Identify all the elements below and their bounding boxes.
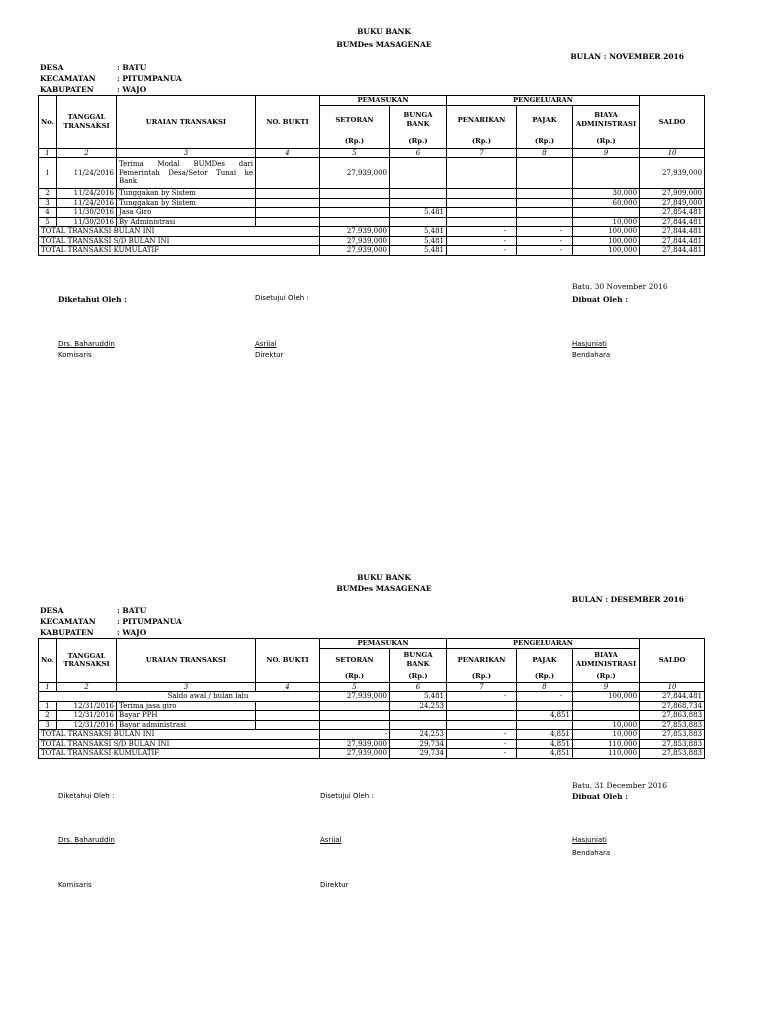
signatory-role: Komisaris	[58, 881, 92, 889]
total-pajak: 4,851	[517, 739, 573, 749]
cell-biaya: 10,000	[573, 720, 640, 730]
total-setoran: 27,939,000	[320, 749, 390, 759]
cell-no: 2	[39, 711, 57, 721]
total-penarikan: -	[447, 749, 517, 759]
cell-biaya	[573, 711, 640, 721]
total-biaya: 100,000	[573, 227, 640, 237]
cell-saldo: 27,849,000	[640, 198, 705, 208]
total-bunga: 5,481	[390, 236, 447, 246]
signatory-name: Asrijal	[255, 340, 277, 348]
header-pajak: PAJAK	[517, 105, 573, 134]
cell-pajak	[517, 158, 573, 189]
total-saldo: 27,853,883	[640, 739, 705, 749]
cell-setoran	[320, 217, 390, 227]
table-row	[39, 711, 705, 721]
cell-biaya: 60,000	[573, 198, 640, 208]
total-setoran: 27,939,000	[320, 227, 390, 237]
total-pajak: 4,851	[517, 730, 573, 740]
signatory-role: Komisaris	[58, 351, 92, 359]
cell-bunga: 24,253	[390, 701, 447, 711]
cell-uraian: Jasa Giro	[117, 208, 256, 218]
cell-setoran	[320, 189, 390, 199]
info-desa	[40, 63, 146, 72]
cell-penarikan: -	[447, 692, 517, 702]
col-number: 3	[117, 682, 256, 692]
info-kecamatan	[40, 617, 182, 626]
cell-biaya	[573, 158, 640, 189]
col-number: 9	[573, 682, 640, 692]
header-no: No.	[39, 96, 57, 149]
header-pemasukan: PEMASUKAN	[320, 639, 447, 649]
table-row	[39, 158, 705, 189]
col-number: 3	[117, 148, 256, 158]
kabupaten-label: KABUPATEN	[40, 628, 94, 637]
header-rp: (Rp.)	[390, 134, 447, 148]
total-row	[39, 749, 705, 759]
total-penarikan: -	[447, 246, 517, 256]
cell-saldo: 27,939,000	[640, 158, 705, 189]
cell-tanggal: 11/24/2016	[57, 198, 117, 208]
col-number: 2	[57, 682, 117, 692]
signatory-name: Drs. Baharuddin	[58, 836, 115, 844]
report-month: BULAN : DESEMBER 2016	[571, 595, 684, 604]
cell-bunga	[390, 720, 447, 730]
info-kecamatan	[40, 74, 182, 83]
table-row	[39, 217, 705, 227]
cell-bunga	[390, 158, 447, 189]
report-subtitle: BUMDes MASAGENAE	[336, 584, 432, 593]
col-number: 10	[640, 682, 705, 692]
total-label: TOTAL TRANSAKSI KUMULATIF	[39, 749, 320, 759]
cell-setoran	[320, 701, 390, 711]
cell-bunga	[390, 198, 447, 208]
col-number: 6	[390, 682, 447, 692]
cell-bukti	[256, 189, 320, 199]
cell-pajak	[517, 720, 573, 730]
cell-no: 4	[39, 208, 57, 218]
col-number: 7	[447, 682, 517, 692]
total-label: TOTAL TRANSAKSI BULAN INI	[39, 730, 320, 740]
total-label: TOTAL TRANSAKSI KUMULATIF	[39, 246, 320, 256]
table-row	[39, 701, 705, 711]
total-saldo: 27,853,883	[640, 730, 705, 740]
cell-pajak	[517, 198, 573, 208]
cell-setoran	[320, 720, 390, 730]
cell-no: 5	[39, 217, 57, 227]
cell-tanggal: 11/30/2016	[57, 208, 117, 218]
cell-tanggal: 12/31/2016	[57, 701, 117, 711]
total-biaya: 110,000	[573, 749, 640, 759]
cell-bunga: 5,481	[390, 692, 447, 702]
header-rp: (Rp.)	[573, 671, 640, 682]
cell-tanggal: 12/31/2016	[57, 720, 117, 730]
header-biaya: BIAYA ADMINISTRASI	[573, 648, 640, 671]
col-number: 4	[256, 148, 320, 158]
cell-tanggal: 11/30/2016	[57, 217, 117, 227]
col-number: 9	[573, 148, 640, 158]
col-number: 1	[39, 148, 57, 158]
header-pengeluaran: PENGELUARAN	[447, 96, 640, 106]
total-row	[39, 730, 705, 740]
total-row	[39, 739, 705, 749]
total-saldo: 27,844,481	[640, 227, 705, 237]
saldo-awal-row	[39, 692, 705, 702]
cell-setoran	[320, 711, 390, 721]
cell-uraian: Tunggakan by Sistem	[117, 189, 256, 199]
total-saldo: 27,853,883	[640, 749, 705, 759]
cell-biaya: 10,000	[573, 217, 640, 227]
total-label: TOTAL TRANSAKSI BULAN INI	[39, 227, 320, 237]
kecamatan-value: : PITUMPANUA	[117, 74, 182, 83]
kabupaten-value: : WAJO	[117, 628, 147, 637]
total-setoran: 27,939,000	[320, 739, 390, 749]
info-desa	[40, 606, 146, 615]
col-number: 10	[640, 148, 705, 158]
cell-bunga: 5,481	[390, 208, 447, 218]
cell-pajak	[517, 189, 573, 199]
signatory-role: Bendahara	[572, 351, 611, 359]
cell-saldo: 27,853,883	[640, 720, 705, 730]
cell-bukti	[256, 198, 320, 208]
header-rp: (Rp.)	[517, 134, 573, 148]
total-penarikan: -	[447, 227, 517, 237]
table-row	[39, 720, 705, 730]
report-title: BUKU BANK	[357, 27, 411, 36]
cell-pajak: -	[517, 692, 573, 702]
disetujui-label: Disetujui Oleh :	[320, 792, 374, 800]
header-pajak: PAJAK	[517, 648, 573, 671]
header-bukti: NO. BUKTI	[256, 96, 320, 149]
table-row	[39, 189, 705, 199]
total-bunga: 5,481	[390, 246, 447, 256]
cell-tanggal: 11/24/2016	[57, 189, 117, 199]
cell-pajak	[517, 217, 573, 227]
total-biaya: 100,000	[573, 246, 640, 256]
cell-uraian: Tunggakan by Sistem	[117, 198, 256, 208]
total-label: TOTAL TRANSAKSI S/D BULAN INI	[39, 236, 320, 246]
cell-pajak	[517, 701, 573, 711]
cell-setoran	[320, 198, 390, 208]
cell-penarikan	[447, 198, 517, 208]
col-number: 1	[39, 682, 57, 692]
cell-penarikan	[447, 189, 517, 199]
signatory-name: Hasjuniati	[572, 836, 607, 844]
total-setoran: 27,939,000	[320, 236, 390, 246]
cell-biaya: 30,000	[573, 189, 640, 199]
total-bunga: 29,734	[390, 739, 447, 749]
header-setoran: SETORAN	[320, 105, 390, 134]
header-tanggal: TANGGAL TRANSAKSI	[57, 639, 117, 683]
header-penarikan: PENARIKAN	[447, 648, 517, 671]
header-setoran: SETORAN	[320, 648, 390, 671]
col-number: 4	[256, 682, 320, 692]
col-number: 8	[517, 148, 573, 158]
total-setoran: 27,939,000	[320, 246, 390, 256]
total-pajak: -	[517, 246, 573, 256]
header-rp: (Rp.)	[447, 134, 517, 148]
cell-saldo: 27,909,000	[640, 189, 705, 199]
cell-bukti	[256, 217, 320, 227]
place-date: Batu, 30 November 2016	[572, 282, 668, 291]
info-kabupaten	[40, 628, 146, 637]
header-rp: (Rp.)	[447, 671, 517, 682]
total-setoran: -	[320, 730, 390, 740]
cell-penarikan	[447, 720, 517, 730]
cell-penarikan	[447, 158, 517, 189]
cell-tanggal: 12/31/2016	[57, 711, 117, 721]
desa-value: : BATU	[117, 606, 147, 615]
cell-bunga	[390, 711, 447, 721]
total-row	[39, 236, 705, 246]
report-title: BUKU BANK	[357, 573, 411, 582]
kecamatan-value: : PITUMPANUA	[117, 617, 182, 626]
header-bukti: NO. BUKTI	[256, 639, 320, 683]
signatory-role: Direktur	[255, 351, 284, 359]
cell-tanggal: 11/24/2016	[57, 158, 117, 189]
total-penarikan: -	[447, 236, 517, 246]
cell-bukti	[256, 711, 320, 721]
cell-bukti	[256, 720, 320, 730]
kabupaten-value: : WAJO	[117, 85, 147, 94]
total-biaya: 10,000	[573, 730, 640, 740]
col-number: 8	[517, 682, 573, 692]
desa-value: : BATU	[117, 63, 147, 72]
cell-penarikan	[447, 208, 517, 218]
header-rp: (Rp.)	[573, 134, 640, 148]
total-penarikan: -	[447, 739, 517, 749]
kecamatan-label: KECAMATAN	[40, 617, 96, 626]
cell-no: 1	[39, 158, 57, 189]
desa-label: DESA	[40, 63, 64, 72]
header-uraian: URAIAN TRANSAKSI	[117, 639, 256, 683]
col-number: 2	[57, 148, 117, 158]
header-penarikan: PENARIKAN	[447, 105, 517, 134]
kecamatan-label: KECAMATAN	[40, 74, 96, 83]
cell-biaya	[573, 701, 640, 711]
header-tanggal: TANGGAL TRANSAKSI	[57, 96, 117, 149]
cell-pajak: 4,851	[517, 711, 573, 721]
cell-no: 3	[39, 198, 57, 208]
header-bunga: BUNGA BANK	[390, 648, 447, 671]
header-rp: (Rp.)	[320, 671, 390, 682]
col-number: 7	[447, 148, 517, 158]
col-number: 6	[390, 148, 447, 158]
total-biaya: 100,000	[573, 236, 640, 246]
total-row	[39, 246, 705, 256]
report-month: BULAN : NOVEMBER 2016	[570, 52, 684, 61]
dibuat-label: Dibuat Oleh :	[572, 792, 628, 801]
signatory-role: Direktur	[320, 881, 349, 889]
total-bunga: 5,481	[390, 227, 447, 237]
disetujui-label: Disetujui Oleh :	[255, 294, 309, 302]
header-pengeluaran: PENGELUARAN	[447, 639, 640, 649]
cell-setoran	[320, 208, 390, 218]
cell-bukti	[256, 208, 320, 218]
cell-uraian: Terima Modal BUMDes dari Pemerintah Desa/Setor Tunai ke Bank	[117, 158, 256, 189]
header-bunga: BUNGA BANK	[390, 105, 447, 134]
report-subtitle: BUMDes MASAGENAE	[336, 40, 432, 49]
cell-penarikan	[447, 701, 517, 711]
header-uraian: URAIAN TRANSAKSI	[117, 96, 256, 149]
header-rp: (Rp.)	[517, 671, 573, 682]
total-label: TOTAL TRANSAKSI S/D BULAN INI	[39, 739, 320, 749]
cell-bukti	[256, 158, 320, 189]
cell-no: 3	[39, 720, 57, 730]
cell-bunga	[390, 189, 447, 199]
header-biaya: BIAYA ADMINISTRASI	[573, 105, 640, 134]
total-saldo: 27,844,481	[640, 246, 705, 256]
cell-uraian: Bayar administrasi	[117, 720, 256, 730]
cell-uraian: Bayar PPH	[117, 711, 256, 721]
header-rp: (Rp.)	[320, 134, 390, 148]
cell-pajak	[517, 208, 573, 218]
cell-bukti	[256, 701, 320, 711]
cell-biaya: 100,000	[573, 692, 640, 702]
cell-penarikan	[447, 711, 517, 721]
cell-bunga	[390, 217, 447, 227]
signatory-name: Drs. Baharuddin	[58, 340, 115, 348]
place-date: Batu, 31 December 2016	[572, 781, 668, 790]
total-pajak: 4,851	[517, 749, 573, 759]
cell-uraian: By Administrasi	[117, 217, 256, 227]
cell-setoran: 27,939,000	[320, 158, 390, 189]
cell-no: 2	[39, 189, 57, 199]
signatory-name: Hasjuniati	[572, 340, 607, 348]
kabupaten-label: KABUPATEN	[40, 85, 94, 94]
diketahui-label: Diketahui Oleh :	[58, 792, 115, 800]
total-pajak: -	[517, 227, 573, 237]
cell-saldo: 27,863,883	[640, 711, 705, 721]
cell-saldo: 27,844,481	[640, 217, 705, 227]
info-kabupaten	[40, 85, 146, 94]
cell-saldo: 27,844,481	[640, 692, 705, 702]
cell-penarikan	[447, 217, 517, 227]
cell-setoran: 27,939,000	[320, 692, 390, 702]
total-pajak: -	[517, 236, 573, 246]
dibuat-label: Dibuat Oleh :	[572, 295, 628, 304]
total-bunga: 24,253	[390, 730, 447, 740]
cell-no: 1	[39, 701, 57, 711]
header-rp: (Rp.)	[390, 671, 447, 682]
ledger-table	[38, 638, 705, 759]
total-row	[39, 227, 705, 237]
header-saldo: SALDO	[640, 639, 705, 683]
cell-biaya	[573, 208, 640, 218]
cell-saldo: 27,854,481	[640, 208, 705, 218]
signatory-role: Bendahara	[572, 849, 611, 857]
cell-uraian: Terima jasa giro	[117, 701, 256, 711]
diketahui-label: Diketahui Oleh :	[58, 295, 127, 304]
cell-saldo: 27,868,734	[640, 701, 705, 711]
header-pemasukan: PEMASUKAN	[320, 96, 447, 106]
header-saldo: SALDO	[640, 96, 705, 149]
table-row	[39, 208, 705, 218]
total-penarikan: -	[447, 730, 517, 740]
total-saldo: 27,844,481	[640, 236, 705, 246]
total-bunga: 29,734	[390, 749, 447, 759]
col-number: 5	[320, 148, 390, 158]
header-no: No.	[39, 639, 57, 683]
total-biaya: 110,000	[573, 739, 640, 749]
table-row	[39, 198, 705, 208]
desa-label: DESA	[40, 606, 64, 615]
saldo-awal-label: Saldo awal / bulan lalu	[39, 692, 320, 702]
ledger-table	[38, 95, 705, 256]
col-number: 5	[320, 682, 390, 692]
signatory-name: Asrijal	[320, 836, 342, 844]
